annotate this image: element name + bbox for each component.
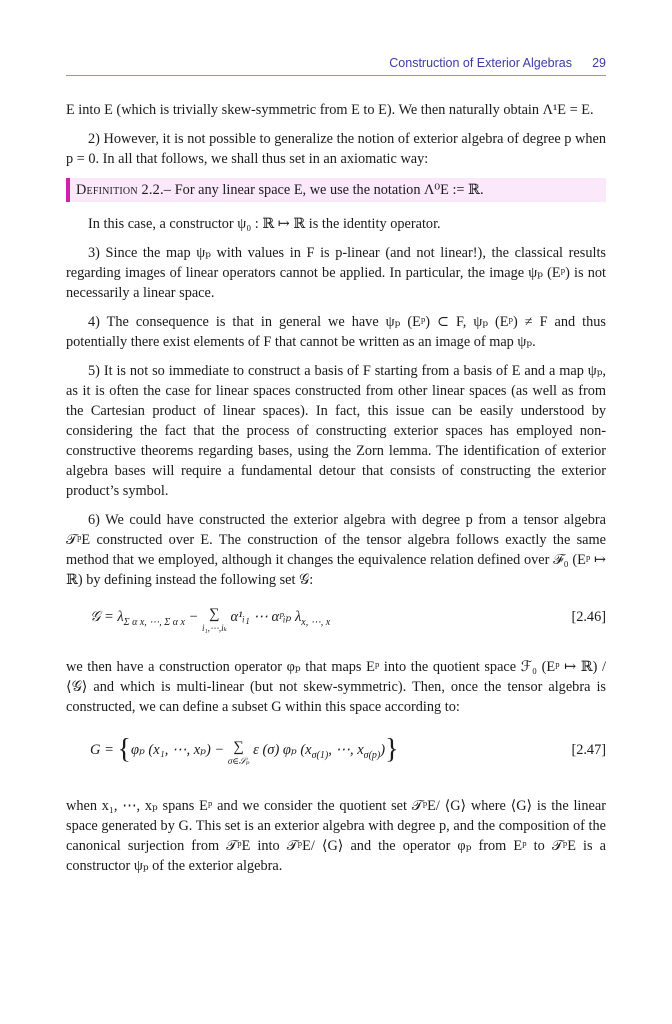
eq2-sub-p: σ(p)	[363, 749, 381, 761]
left-brace: {	[117, 734, 131, 765]
equation-number: [2.46]	[571, 609, 606, 625]
eq1-lhs: 𝒢 = λ	[90, 609, 124, 625]
paragraph-continued: E into E (which is trivially skew-symmetric from E to E). We then naturally obtain Λ¹E = E.	[66, 102, 594, 118]
eq1-rhs: α¹ᵢ₁ ⋯ αᵖᵢₚ λ	[230, 609, 302, 625]
paragraph-3: 3) Since the map ψₚ with values in F is p-linear (and not linear!), the classical results regarding images of linear operators cannot be applied. In particular, the image ψₚ (Eᵖ) is not necessarily a linear space.	[66, 245, 606, 301]
page-number: 29	[592, 56, 606, 70]
eq2-term-a: φₚ (x₁, ⋯, xₚ) −	[130, 742, 228, 758]
definition-label: Definition 2.2.–	[76, 182, 172, 198]
eq2-term-d: , ⋯, x	[328, 742, 364, 758]
eq2-sum-index: σ∈𝒮ₚ	[227, 756, 250, 766]
eq2-sum: ∑ σ∈𝒮ₚ	[227, 739, 250, 766]
running-header	[66, 54, 606, 76]
equation-number: [2.47]	[571, 742, 606, 758]
eq1-minus: −	[184, 609, 202, 625]
equation-2-47-expression	[90, 734, 399, 768]
header-rule	[66, 75, 606, 76]
eq2-sub-1: σ(1)	[311, 749, 329, 761]
paragraph-identity: In this case, a constructor ψ₀ : ℝ ↦ ℝ is the identity operator.	[88, 216, 441, 232]
eq2-term-b: ε (σ) φₚ (x	[253, 742, 312, 758]
chapter-title: Construction of Exterior Algebras	[389, 56, 572, 70]
paragraph-6: 6) We could have constructed the exterior algebra with degree p from a tensor algebra 𝒯ᵖE constructed over E. The construction of the tensor algebra follows exactly the same method that we employed, although it changes the equivalence relation defined over ℱ₀ (Eᵖ ↦ ℝ) by defining instead the following set 𝒢:	[66, 512, 606, 588]
equation-2-46	[66, 599, 606, 643]
eq1-sum-index: i₁,⋯,iₖ	[201, 623, 227, 633]
paragraph-7: we then have a construction operator φₚ that maps Eᵖ into the quotient space ℱ₀ (Eᵖ ↦ ℝ) / ⟨𝒢⟩ and which is multi-linear (but not skew-symmetric). Then, once the tensor algebra is constructed, we can define a subset G within this space according to:	[66, 659, 606, 715]
definition-box	[66, 178, 606, 202]
eq1-sum: ∑ i₁,⋯,iₖ	[201, 606, 227, 633]
paragraph-2: 2) However, it is not possible to generalize the notion of exterior algebra of degree p when p = 0. In all that follows, we shall thus set in an axiomatic way:	[66, 131, 606, 167]
paragraph-5: 5) It is not so immediate to construct a basis of F starting from a basis of E and a map ψₚ, as it is often the case for linear spaces constructed from other linear spaces (as well as from the Cartesian product of linear spaces). In fact, this issue can be easily understood by considering the fact that the process of constructing exterior spaces has employed non-constructive theorems regarding bases, using the Zorn lemma. The identification of exterior algebra bases will require a fundamental detour that consists of constructing the exterior product’s symbol.	[66, 363, 606, 499]
page-body	[66, 100, 606, 885]
eq2-lhs: G =	[90, 742, 114, 758]
definition-text: For any linear space E, we use the notation Λ⁰E := ℝ.	[174, 182, 484, 198]
equation-2-46-expression: 𝒢 = $\lambda_{\Sigma \alpha x, \cdots, \Sigma \alpha x}$ − ∑ i₁,⋯,iₖ α¹ᵢ₁ ⋯ αᵖᵢₚ $\lambda_{x, \cdots, x}$	[90, 606, 331, 633]
paragraph-8: when x₁, ⋯, xₚ spans Eᵖ and we consider the quotient set 𝒯ᵖE/ ⟨G⟩ where ⟨G⟩ is the linear space generated by G. This set is an exterior algebra with degree p, and the composition of the canonical surjection from 𝒯ᵖE into 𝒯ᵖE/ ⟨G⟩ and the operator φₚ from Eᵖ to 𝒯ᵖE is a constructor ψₚ of the exterior algebra.	[66, 798, 606, 874]
eq2-close-paren: )	[380, 742, 386, 758]
equation-2-47	[66, 726, 606, 782]
right-brace: }	[385, 734, 399, 765]
paragraph-4: 4) The consequence is that in general we have ψₚ (Eᵖ) ⊂ F, ψₚ (Eᵖ) ≠ F and thus potentially there exist elements of F that cannot be written as an image of map ψₚ.	[66, 314, 606, 350]
